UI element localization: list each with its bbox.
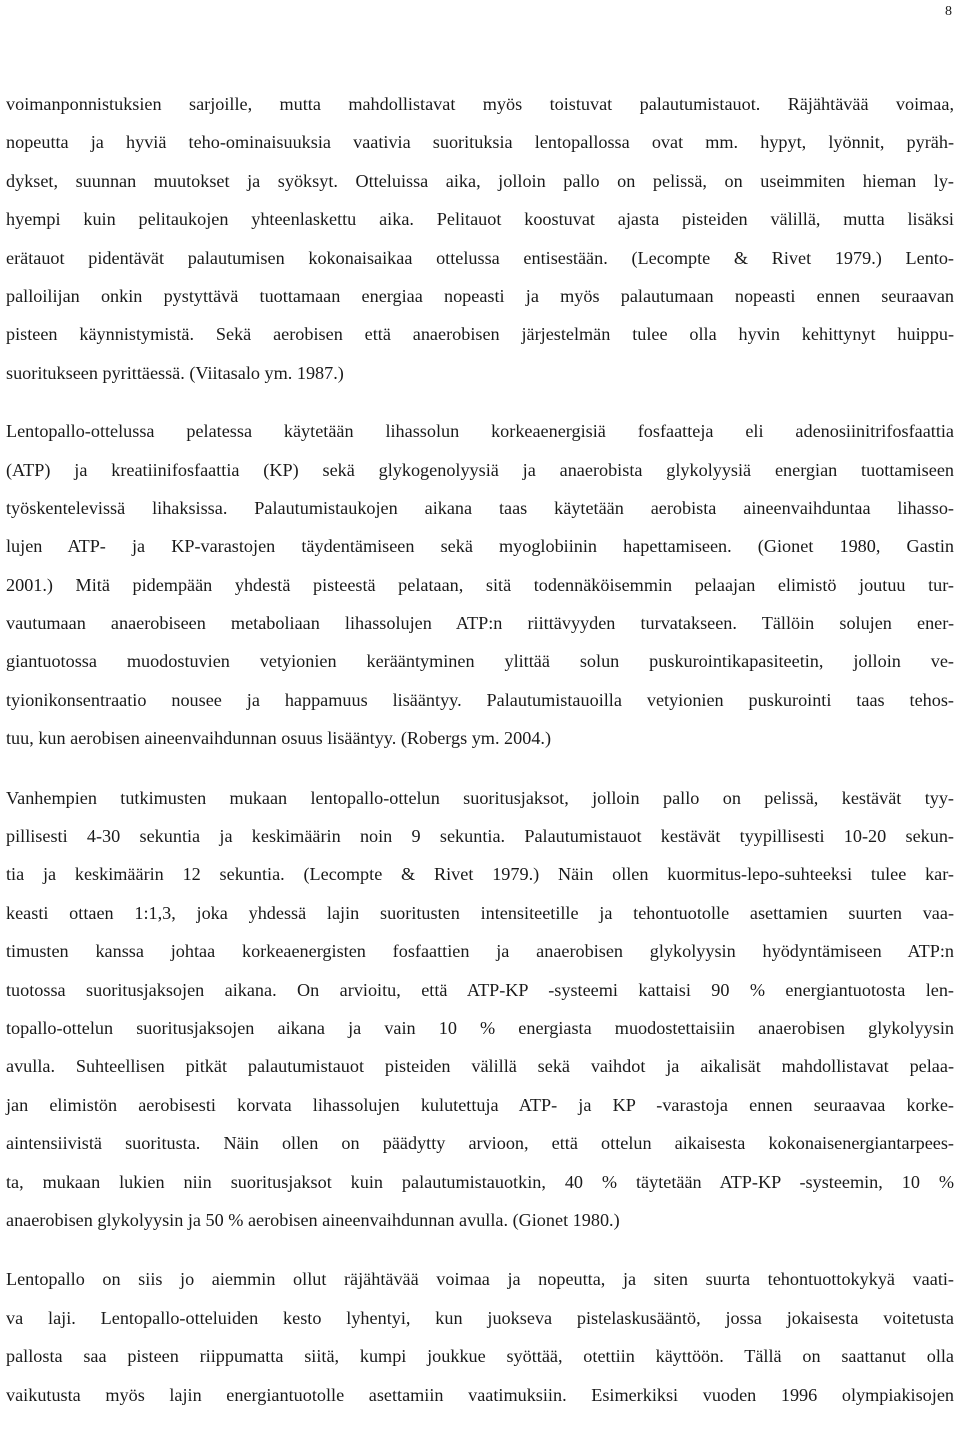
paragraph-atp-metabolism <box>6 412 954 758</box>
text-line: va laji. Lentopallo-otteluiden kesto lyhentyi, kun juokseva pistelaskusääntö, jossa jokaisesta voitetusta <box>6 1307 954 1328</box>
text-line: Lentopallo-ottelussa pelatessa käytetään lihassolun korkeaenergisiä fosfaatteja eli adenosiinitrifosfaattia <box>6 421 954 442</box>
text-line: erätauot pidentävät palautumisen kokonaisaikaa ottelussa entisestään. (Lecompte & Rivet 1979.) Lento- <box>6 247 954 268</box>
text-line: suoritukseen pyrittäessä. (Viitasalo ym. 1987.) <box>6 362 344 383</box>
text-line: aintensiivistä suoritusta. Näin ollen on päädytty arvioon, että ottelun aikaisesta kokonaisenergiantarpees- <box>6 1133 954 1154</box>
paragraph-rally-scoring <box>6 1260 954 1414</box>
document-body <box>6 85 954 1414</box>
text-line: pillisesti 4-30 sekuntia ja keskimäärin noin 9 sekuntia. Palautumistauot kestävät tyypillisesti 10-20 sekun- <box>6 826 954 847</box>
text-line: (ATP) ja kreatiinifosfaattia (KP) sekä glykogenolyysiä ja anaerobista glykolyysiä energian tuottamiseen <box>6 459 954 480</box>
text-line: topallo-ottelun suoritusjaksojen aikana ja vain 10 % energiasta muodostettaisiin anaerobisen glykolyysin <box>6 1017 954 1038</box>
text-line: Lentopallo on siis jo aiemmin ollut räjähtävää voimaa ja nopeutta, ja siten suurta tehontuottokykyä vaati- <box>6 1269 954 1290</box>
text-line: ta, mukaan lukien niin suoritusjaksot kuin palautumistauotkin, 40 % täytetään ATP-KP -systeemin, 10 % <box>6 1171 954 1192</box>
text-line: keasti ottaen 1:1,3, joka yhdessä lajin suoritusten intensiteetille ja tehontuotolle asettamien suurten vaa- <box>6 902 954 923</box>
text-line: Vanhempien tutkimusten mukaan lentopallo-ottelun suoritusjaksot, jolloin pallo on pelissä, kestävät tyy- <box>6 787 954 808</box>
text-line: 2001.) Mitä pidempään yhdestä pisteestä pelataan, sitä todennäköisemmin pelaajan elimistö joutuu tur- <box>6 574 954 595</box>
page-number: 8 <box>945 4 952 19</box>
text-line: jan elimistön aerobisesti korvata lihassolujen kulutettuja ATP- ja KP -varastoja ennen seuraavaa korke- <box>6 1094 954 1115</box>
paragraph-energy-demands <box>6 85 954 392</box>
text-line: vautumaan anaerobiseen metaboliaan lihassolujen ATP:n riittävyyden turvatakseen. Tällöin solujen ener- <box>6 613 954 634</box>
text-line: tyionikonsentraatio nousee ja happamuus lisääntyy. Palautumistauoilla vetyionien puskurointi taas tehos- <box>6 689 954 710</box>
text-line: dykset, suunnan muutokset ja syöksyt. Otteluissa aika, jolloin pallo on pelissä, on useimmiten hieman ly- <box>6 170 954 191</box>
text-line: anaerobisen glykolyysin ja 50 % aerobisen aineenvaihdunnan avulla. (Gionet 1980.) <box>6 1209 620 1230</box>
text-line: pisteen käynnistymistä. Sekä aerobisen että anaerobisen järjestelmän tulee olla hyvin kehittynyt huippu- <box>6 324 954 345</box>
text-line: timusten kanssa johtaa korkeaenergisten fosfaattien ja anaerobisen glykolyysin hyödyntämiseen ATP:n <box>6 941 954 962</box>
text-line: avulla. Suhteellisen pitkät palautumistauot pisteiden välillä sekä vaihdot ja aikalisät mahdollistavat pelaa- <box>6 1056 954 1077</box>
text-line: tia ja keskimäärin 12 sekuntia. (Lecompte & Rivet 1979.) Näin ollen kuormitus-lepo-suhteeksi tulee kar- <box>6 864 954 885</box>
text-line: tuu, kun aerobisen aineenvaihdunnan osuus lisääntyy. (Robergs ym. 2004.) <box>6 728 552 749</box>
text-line: vaikutusta myös lajin energiantuotolle asettamiin vaatimuksiin. Esimerkiksi vuoden 1996 olympiakisojen <box>6 1384 954 1405</box>
paragraph-work-rest-ratio <box>6 779 954 1240</box>
text-line: palloilijan onkin pystyttävä tuottamaan energiaa nopeasti ja myös palautumaan nopeasti ennen seuraavan <box>6 285 954 306</box>
text-line: hyempi kuin pelitaukojen yhteenlaskettu aika. Pelitauot koostuvat ajasta pisteiden välillä, mutta lisäksi <box>6 209 954 230</box>
text-line: voimanponnistuksien sarjoille, mutta mahdollistavat myös toistuvat palautumistauot. Räjähtävää voimaa, <box>6 94 954 114</box>
text-line: nopeutta ja hyviä teho-ominaisuuksia vaativia suorituksia lentopallossa ovat mm. hypyt, lyönnit, pyräh- <box>6 132 954 153</box>
text-line: tuotossa suoritusjaksojen aikana. On arvioitu, että ATP-KP -systeemi kattaisi 90 % energiantuotosta len- <box>6 979 954 1000</box>
text-line: giantuotossa muodostuvien vetyionien kerääntyminen ylittää solun puskurointikapasiteetin, jolloin ve- <box>6 651 954 672</box>
text-line: pallosta saa pisteen riippumatta siitä, kumpi joukkue syöttää, otettiin käyttöön. Tällä on saattanut olla <box>6 1346 954 1367</box>
text-line: lujen ATP- ja KP-varastojen täydentämiseen sekä myoglobiinin hapettamiseen. (Gionet 1980, Gastin <box>6 536 954 557</box>
text-line: työskentelevissä lihaksissa. Palautumistaukojen aikana taas käytetään aerobista aineenvaihduntaa lihasso- <box>6 497 954 518</box>
